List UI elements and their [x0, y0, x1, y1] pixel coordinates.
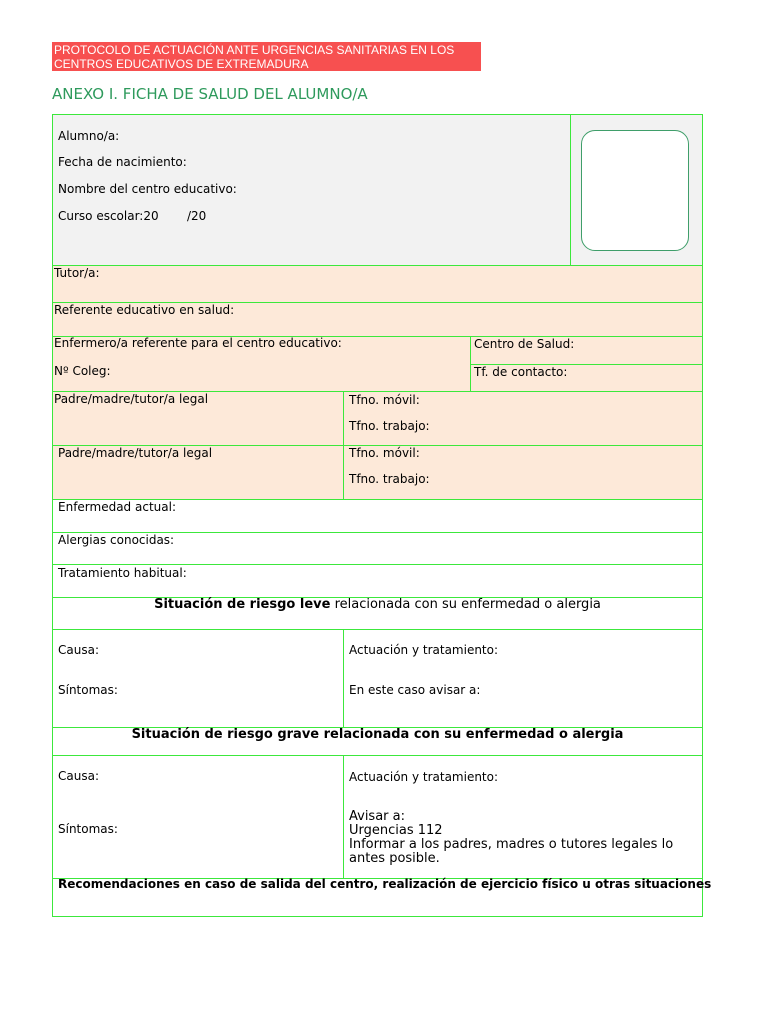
mild-symptoms-label: Síntomas:: [58, 683, 118, 697]
school-year-separator: /20: [187, 209, 207, 223]
photo-placeholder: [581, 130, 689, 251]
school-name-label: Nombre del centro educativo:: [58, 182, 237, 196]
banner-line-1: PROTOCOLO DE ACTUACIÓN ANTE URGENCIAS SANITARIAS EN LOS: [54, 43, 455, 57]
health-center-label: Centro de Salud:: [474, 337, 575, 351]
guardian-2-mobile-label: Tfno. móvil:: [349, 446, 420, 460]
nurse-label: Enfermero/a referente para el centro educativo:: [54, 336, 342, 350]
school-year-label: Curso escolar:20: [58, 209, 159, 223]
recommendations-heading: Recomendaciones en caso de salida del centro, realización de ejercicio físico u otras situaciones: [58, 877, 712, 891]
inform-guardians-line-2: antes posible.: [349, 851, 440, 866]
guardian-2-work-phone-label: Tfno. trabajo:: [349, 472, 430, 486]
mild-risk-heading-rest: relacionada con su enfermedad o alergia: [330, 597, 601, 612]
mild-risk-heading: [53, 597, 702, 612]
emergency-number: Urgencias 112: [349, 823, 443, 838]
usual-treatment-label: Tratamiento habitual:: [58, 566, 187, 580]
mild-notify-label: En este caso avisar a:: [349, 683, 481, 697]
current-illness-label: Enfermedad actual:: [58, 500, 176, 514]
contacts-section: [53, 266, 702, 499]
guardian-1-work-phone-label: Tfno. trabajo:: [349, 419, 430, 433]
severe-symptoms-label: Síntomas:: [58, 822, 118, 836]
student-name-label: Alumno/a:: [58, 129, 120, 143]
banner-line-2: CENTROS EDUCATIVOS DE EXTREMADURA: [54, 57, 309, 71]
health-referent-label: Referente educativo en salud:: [54, 303, 235, 317]
allergies-label: Alergias conocidas:: [58, 533, 175, 547]
severe-risk-heading: Situación de riesgo grave relacionada con su enfermedad o alergia: [131, 727, 624, 742]
contact-phone-label: Tf. de contacto:: [474, 365, 568, 379]
birthdate-label: Fecha de nacimiento:: [58, 155, 187, 169]
page-title: ANEXO I. FICHA DE SALUD DEL ALUMNO/A: [52, 85, 368, 103]
mild-cause-label: Causa:: [58, 643, 99, 657]
severe-action-label: Actuación y tratamiento:: [349, 770, 499, 784]
guardian-2-label: Padre/madre/tutor/a legal: [58, 446, 213, 460]
inform-guardians-line-1: Informar a los padres, madres o tutores legales lo: [349, 837, 674, 852]
severe-cause-label: Causa:: [58, 769, 99, 783]
health-form: [52, 114, 712, 917]
protocol-banner: [52, 42, 481, 71]
severe-notify-label: Avisar a:: [349, 809, 405, 824]
mild-risk-heading-bold: Situación de riesgo leve: [154, 597, 331, 612]
mild-action-label: Actuación y tratamiento:: [349, 643, 499, 657]
severe-notify-block: [349, 810, 673, 866]
guardian-1-mobile-label: Tfno. móvil:: [349, 393, 420, 407]
guardian-1-label: Padre/madre/tutor/a legal: [54, 392, 209, 406]
coleg-number-label: Nº Coleg:: [54, 364, 111, 378]
tutor-label: Tutor/a:: [54, 266, 100, 280]
